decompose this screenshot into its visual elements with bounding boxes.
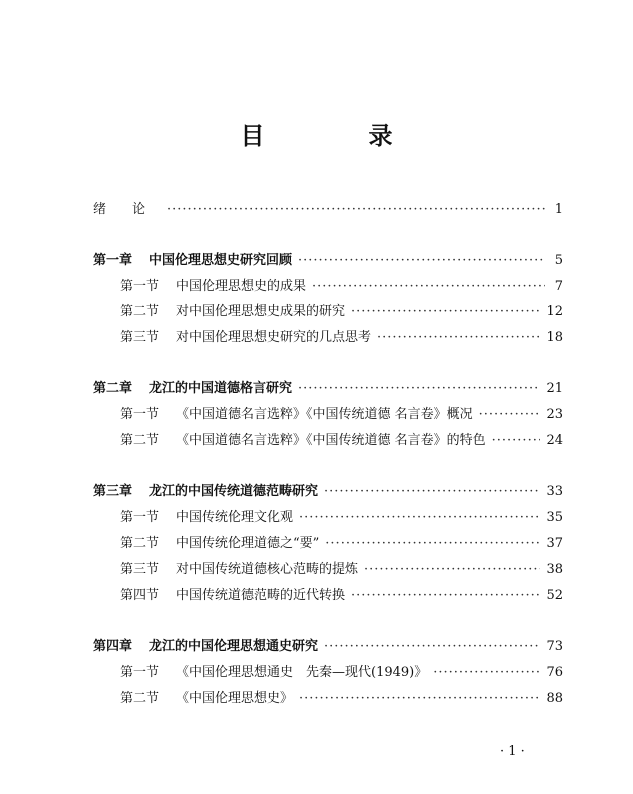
- leader-dots: [298, 251, 545, 271]
- toc-page-number: 1: [554, 202, 563, 217]
- toc-label: 第一节: [120, 510, 160, 525]
- toc-label: 第三章: [93, 484, 133, 499]
- toc-entry-section[interactable]: [120, 534, 563, 554]
- toc-entry-section[interactable]: [120, 277, 563, 297]
- toc-title: 《中国道德名言选粹》《中国传统道德 名言卷》的特色: [176, 433, 486, 448]
- toc-label: 第一节: [120, 279, 160, 294]
- toc-label: 第三节: [120, 562, 160, 577]
- toc-entry-chapter-1[interactable]: [93, 251, 563, 271]
- page-folio: · 1 ·: [500, 744, 525, 759]
- leader-dots: [298, 379, 540, 399]
- toc-entry-section[interactable]: [120, 689, 563, 709]
- leader-dots: [324, 637, 540, 657]
- leader-dots: [364, 560, 540, 580]
- toc-title: 龙江的中国传统道德范畴研究: [149, 484, 319, 499]
- toc-entry-chapter-4[interactable]: [93, 637, 563, 657]
- toc-title: 《中国伦理思想通史 先秦—现代(1949)》: [176, 665, 428, 680]
- toc-entry-section[interactable]: [120, 431, 563, 451]
- toc-page-number: 5: [554, 253, 563, 268]
- toc-label: 第三节: [120, 330, 160, 345]
- toc-entry-section[interactable]: [120, 586, 563, 606]
- toc-title: 中国伦理思想史研究回顾: [149, 253, 293, 268]
- toc-label: 第四章: [93, 639, 133, 654]
- toc-label: 绪 论: [93, 202, 146, 217]
- toc-page-number: 88: [546, 691, 563, 706]
- leader-dots: [312, 277, 545, 297]
- toc-label: 第二节: [120, 691, 160, 706]
- toc-title: 《中国道德名言选粹》《中国传统道德 名言卷》概况: [176, 407, 473, 422]
- toc-title: 中国传统伦理文化观: [176, 510, 294, 525]
- toc-entry-section[interactable]: [120, 508, 563, 528]
- toc-page-number: 73: [546, 639, 563, 654]
- toc-page-number: 18: [546, 330, 563, 345]
- toc-title: 中国传统道德范畴的近代转换: [176, 588, 346, 603]
- leader-dots: [299, 508, 540, 528]
- toc-label: 第二节: [120, 433, 160, 448]
- toc-entry-section[interactable]: [120, 328, 563, 348]
- toc-page-number: 38: [546, 562, 563, 577]
- toc-page-number: 35: [546, 510, 563, 525]
- toc-label: 第四节: [120, 588, 160, 603]
- toc-page-number: 76: [546, 665, 563, 680]
- toc-title: 《中国伦理思想史》: [176, 691, 294, 706]
- page-title: 目 录: [240, 121, 433, 150]
- toc-title: 对中国传统道德核心范畴的提炼: [176, 562, 359, 577]
- leader-dots: [299, 689, 540, 709]
- toc-label: 第一章: [93, 253, 133, 268]
- leader-dots: [492, 431, 541, 451]
- toc-label: 第二节: [120, 536, 160, 551]
- toc-label: 第二节: [120, 304, 160, 319]
- leader-dots: [479, 405, 541, 425]
- toc-entry-section[interactable]: [120, 560, 563, 580]
- toc-page-number: 52: [546, 588, 563, 603]
- toc-entry-section[interactable]: [120, 302, 563, 322]
- toc-title: 对中国伦理思想史成果的研究: [176, 304, 346, 319]
- toc-page-number: 24: [546, 433, 563, 448]
- toc-label: 第二章: [93, 381, 133, 396]
- toc-page-number: 12: [546, 304, 563, 319]
- toc-title: 龙江的中国伦理思想通史研究: [149, 639, 319, 654]
- toc-title: 中国伦理思想史的成果: [176, 279, 307, 294]
- toc-entry-intro[interactable]: [93, 200, 563, 220]
- toc-title: 龙江的中国道德格言研究: [149, 381, 293, 396]
- leader-dots: [351, 302, 540, 322]
- toc-page-number: 7: [554, 279, 563, 294]
- leader-dots: [351, 586, 540, 606]
- toc-entry-section[interactable]: [120, 663, 563, 683]
- toc-page-number: 21: [546, 381, 563, 396]
- leader-dots: [377, 328, 540, 348]
- toc-page-number: 33: [546, 484, 563, 499]
- toc-entry-chapter-2[interactable]: [93, 379, 563, 399]
- toc-page-number: 37: [546, 536, 563, 551]
- leader-dots: [324, 482, 540, 502]
- toc-title: 对中国伦理思想史研究的几点思考: [176, 330, 372, 345]
- leader-dots: [167, 200, 545, 220]
- toc-entry-chapter-3[interactable]: [93, 482, 563, 502]
- leader-dots: [325, 534, 540, 554]
- toc-entry-section[interactable]: [120, 405, 563, 425]
- toc-label: 第一节: [120, 665, 160, 680]
- toc-title: 中国传统伦理道德之“要”: [176, 536, 320, 551]
- toc-page-number: 23: [546, 407, 563, 422]
- leader-dots: [433, 663, 540, 683]
- toc-label: 第一节: [120, 407, 160, 422]
